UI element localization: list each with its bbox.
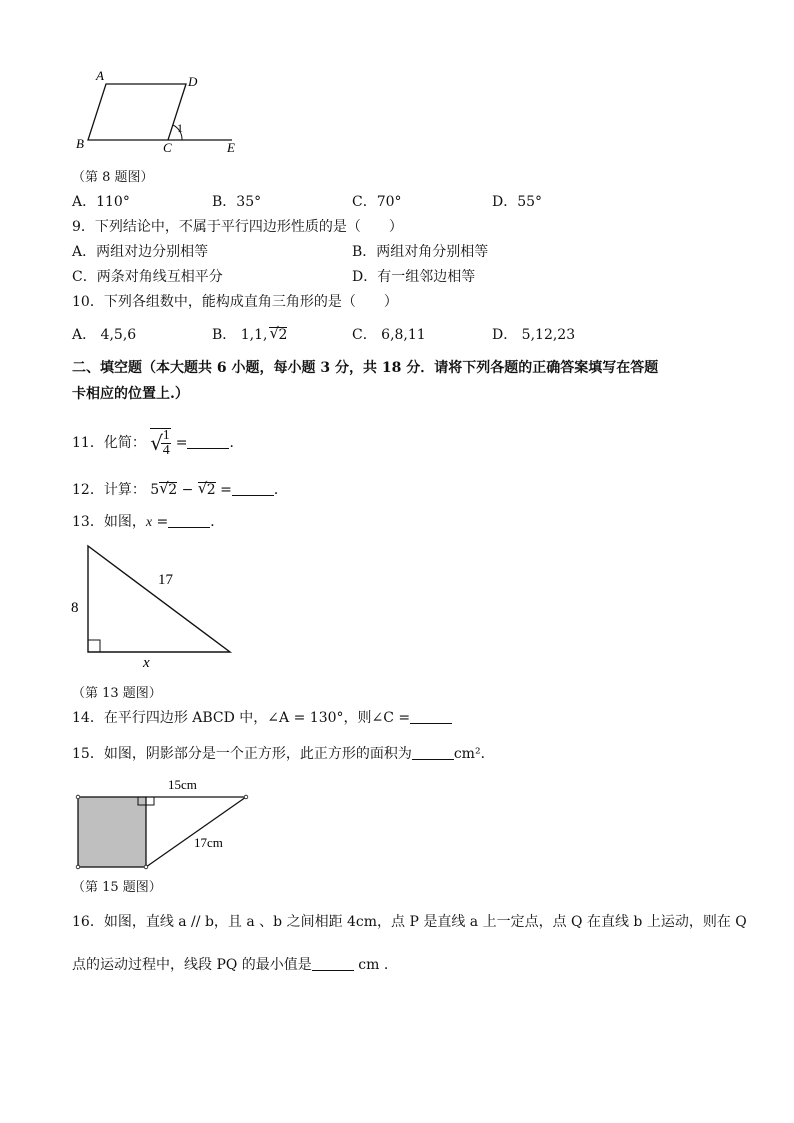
q10-stem: 10．下列各组数中，能构成直角三角形的是（ ）: [72, 294, 398, 310]
q11: [72, 428, 243, 458]
sqrt-arg: 2: [278, 327, 288, 343]
q9-stem: 9．下列结论中，不属于平行四边形性质的是（ ）: [72, 219, 403, 235]
q8-parallelogram-figure: [70, 68, 250, 158]
right-angle-mark-1: [146, 797, 154, 805]
q11-answer-blank[interactable]: [187, 434, 229, 449]
q16-line1: 16．如图，直线 a // b，且 a 、b 之间相距 4cm，点 P 是直线 a 上一定点，点 Q 在直线 b 上运动，则在 Q: [72, 914, 747, 930]
q11-numerator: 1: [162, 428, 170, 443]
right-angle-mark: [88, 640, 100, 652]
q15-answer-blank[interactable]: [412, 745, 454, 760]
q15-caption: （第 15 题图）: [72, 880, 162, 895]
label-b: B: [76, 136, 84, 151]
q13-stem: [72, 512, 224, 533]
vertex-dot: [144, 865, 148, 869]
right-triangle: [88, 546, 230, 652]
parallelogram-abcd: [88, 84, 186, 140]
hypotenuse-17cm: [146, 797, 246, 867]
q14-text: 14．在平行四边形 ABCD 中，∠A = 130°，则∠C =: [72, 710, 411, 726]
q10-option-c[interactable]: C． 6,8,11: [352, 327, 426, 343]
label-side-x: x: [143, 655, 150, 670]
q8-option-c[interactable]: C．70°: [352, 194, 402, 210]
q9-option-c[interactable]: C．两条对角线互相平分: [72, 269, 223, 285]
section2-title-line1: 二、填空题（本大题共 6 小题，每小题 3 分，共 18 分．请将下列各题的正确答案填写在答题: [72, 360, 659, 376]
label-a: A: [96, 68, 104, 83]
q12-suffix: ．: [273, 482, 288, 498]
q8-caption: （第 8 题图）: [72, 170, 154, 185]
label-e: E: [227, 140, 235, 155]
q10-option-d[interactable]: D． 5,12,23: [492, 327, 576, 343]
q14: [72, 708, 452, 728]
q10-option-a[interactable]: A． 4,5,6: [72, 327, 137, 343]
q12-radical-1: √: [159, 479, 169, 497]
label-hyp-17: 17: [158, 572, 173, 588]
q13-equals: =: [156, 514, 169, 530]
q11-sqrt: [150, 428, 171, 458]
q12-arg2: 2: [206, 482, 216, 498]
q11-denominator: 4: [162, 443, 170, 458]
q12-sqrt-1: [159, 479, 178, 498]
q11-suffix: ．: [229, 435, 244, 451]
q15-stem: 15．如图，阴影部分是一个正方形，此正方形的面积为: [72, 746, 412, 762]
q8-option-a[interactable]: A．110°: [72, 194, 130, 210]
q9-option-b[interactable]: B．两组对角分别相等: [352, 244, 489, 260]
q9-option-d[interactable]: D．有一组邻边相等: [352, 269, 476, 285]
q12-arg1: 2: [168, 482, 178, 498]
q11-equals: =: [175, 435, 188, 451]
q13-answer-blank[interactable]: [168, 513, 210, 528]
q12-answer-blank[interactable]: [232, 481, 274, 496]
section2-title-line2: 卡相应的位置上.）: [72, 386, 189, 402]
q13-caption: （第 13 题图）: [72, 686, 162, 701]
q16-line2: [72, 955, 388, 975]
q15: [72, 744, 495, 764]
q15-unit: cm²: [453, 746, 481, 762]
q11-prefix: 11．化简：: [72, 435, 146, 451]
radical-sign: √: [269, 324, 280, 342]
q12-equals: =: [220, 482, 232, 498]
q9-option-a[interactable]: A．两组对边分别相等: [72, 244, 209, 260]
q12-prefix: 12．计算：: [72, 482, 146, 498]
q13-var: x: [145, 515, 153, 530]
label-17cm: 17cm: [194, 835, 223, 850]
label-side-8: 8: [71, 600, 79, 616]
label-c: C: [163, 140, 172, 155]
q8-option-b[interactable]: B．35°: [212, 194, 262, 210]
sqrt-2: [269, 324, 288, 343]
q12-minus: −: [181, 482, 194, 498]
q15-square-figure: [70, 772, 260, 872]
vertex-dot: [76, 865, 80, 869]
label-angle-1: 1: [177, 121, 183, 135]
q13-right-triangle-figure: [66, 540, 246, 670]
shaded-square: [78, 797, 146, 867]
q14-answer-blank[interactable]: [410, 709, 452, 724]
vertex-dot: [244, 795, 248, 799]
q15-suffix: ．: [480, 746, 495, 762]
label-d: D: [188, 74, 198, 89]
q10-option-b[interactable]: [212, 325, 287, 345]
q8-option-d[interactable]: D．55°: [492, 194, 543, 210]
q16-line2-prefix: 点的运动过程中，线段 PQ 的最小值是: [72, 957, 312, 973]
q16-line2-suffix: cm .: [358, 957, 389, 973]
q12: [72, 480, 288, 500]
q16-answer-blank[interactable]: [312, 956, 354, 971]
q13-prefix: 13．如图，: [72, 514, 146, 530]
vertex-dot: [76, 795, 80, 799]
q12-coef: 5: [150, 482, 160, 498]
q10-option-b-text: B． 1,1,: [212, 327, 268, 343]
q13-suffix: ．: [210, 514, 225, 530]
q11-radical-sign: √: [150, 431, 164, 455]
label-15cm: 15cm: [168, 777, 197, 792]
q12-radical-2: √: [197, 479, 208, 497]
q12-sqrt-2: [197, 479, 216, 498]
